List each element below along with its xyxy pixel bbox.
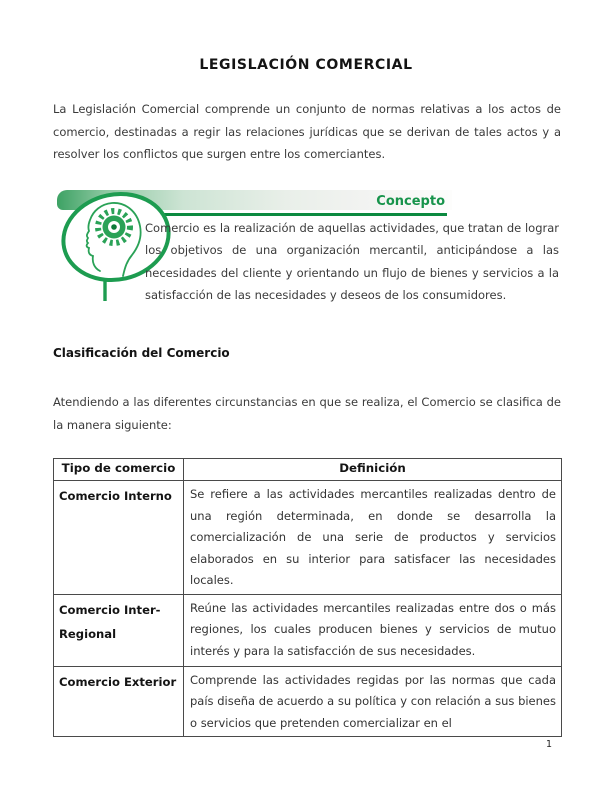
table-header-row [54, 459, 562, 481]
section-heading: Clasificación del Comercio [53, 346, 230, 360]
page-number: 1 [546, 739, 553, 750]
concept-callout [57, 186, 560, 308]
commerce-type: Comercio Interno [54, 481, 184, 595]
intro-paragraph: La Legislación Comercial comprende un conjunto de normas relativas a los actos de comercio, destinadas a regir las relaciones jurídicas que se derivan de tales actos y a resolver los conflictos que surgen entre los comerciantes. [53, 102, 561, 161]
commerce-type: Comercio Exterior [54, 666, 184, 737]
page-title: LEGISLACIÓN COMERCIAL [199, 57, 413, 73]
commerce-definition: Comprende las actividades regidas por las normas que cada país diseña de acuerdo a su política y con relación a sus bienes o servicios que pretenden comercializar en el [184, 666, 562, 737]
concept-text: Comercio es la realización de aquellas actividades, que tratan de lograr los objetivos de una organización mercantil, anticipándose a las necesidades del cliente y orientando un flujo de bienes y servicios a la satisfacción de las necesidades y deseos de los consumidores. [145, 221, 559, 303]
table-row-comercio-exterior [54, 666, 562, 737]
table-row-comercio-inter-regional [54, 594, 562, 666]
commerce-type: Comercio Inter-Regional [54, 594, 184, 666]
concept-label: Concepto [376, 194, 445, 209]
section-lead: Atendiendo a las diferentes circunstancias en que se realiza, el Comercio se clasifica de la manera siguiente: [53, 395, 561, 432]
col-header-definicion: Definición [184, 459, 562, 481]
concept-underline [132, 213, 447, 216]
commerce-table [53, 458, 562, 737]
col-header-tipo: Tipo de comercio [54, 459, 184, 481]
commerce-definition: Reúne las actividades mercantiles realizadas entre dos o más regiones, los cuales producen bienes y servicios de mutuo interés y para la satisfacción de sus necesidades. [184, 594, 562, 666]
table-row-comercio-interno [54, 481, 562, 595]
commerce-definition: Se refiere a las actividades mercantiles realizadas dentro de una región determinada, en donde se desarrolla la comercialización de una serie de productos y servicios elaborados en su interior para satisfacer las necesidades locales. [184, 481, 562, 595]
